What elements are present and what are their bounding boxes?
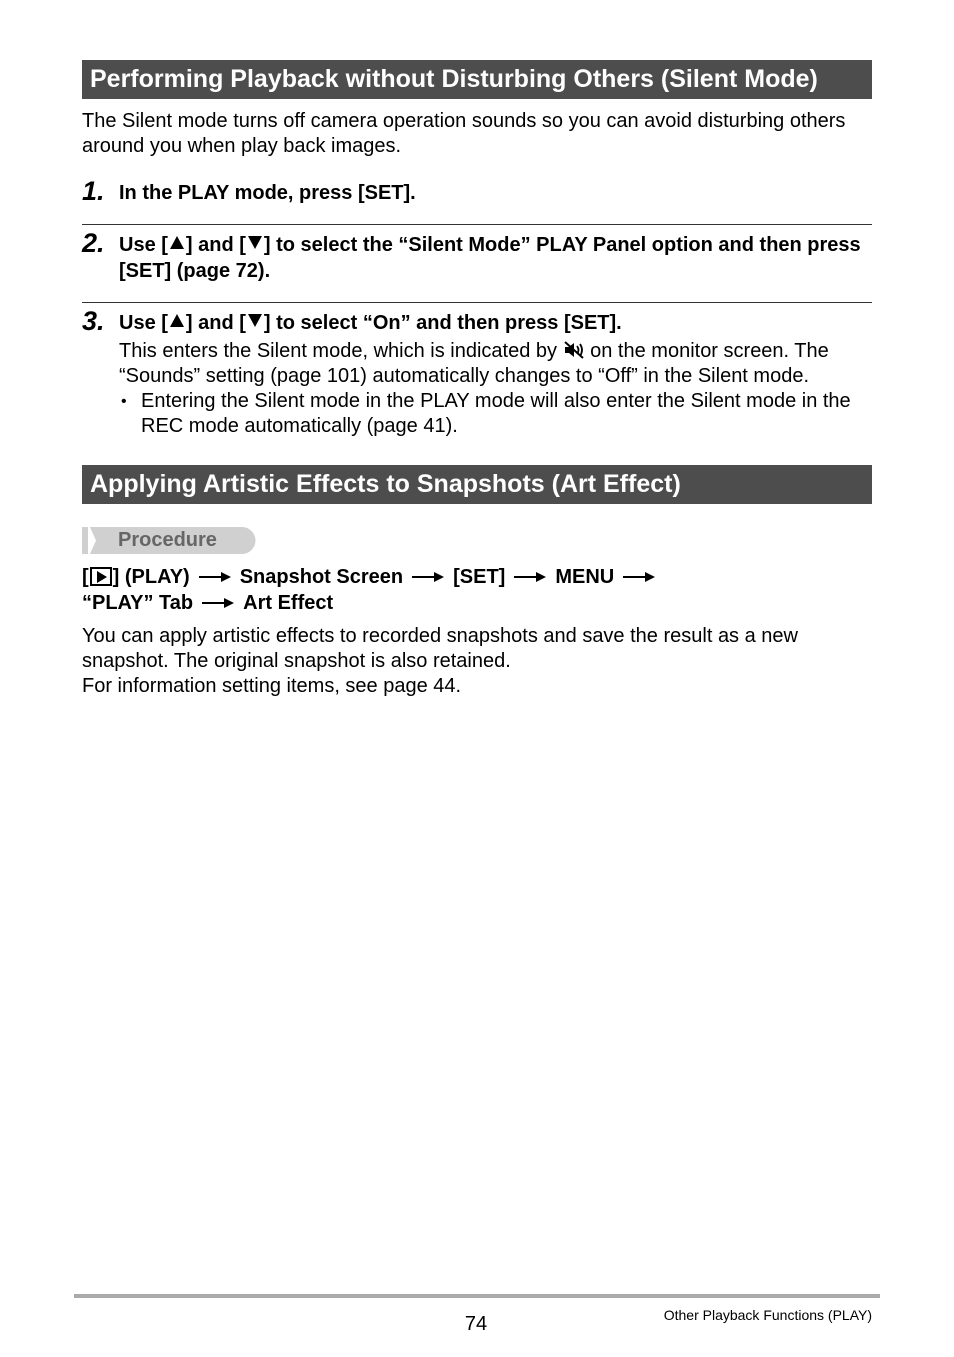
arrow-right-icon bbox=[623, 572, 655, 582]
step-3-detail: This enters the Silent mode, which is indicated by on the monitor screen. The “Sounds” setting (page 101) automatically changes to “Off” in the Silent mode. bbox=[119, 340, 829, 387]
silent-mode-icon bbox=[563, 340, 585, 360]
step-3-note: • Entering the Silent mode in the PLAY mode will also enter the Silent mode in the REC mode automatically (page 41). bbox=[121, 390, 851, 437]
down-arrow-icon bbox=[248, 314, 262, 327]
page-number: 74 bbox=[464, 1313, 488, 1335]
procedure-tag bbox=[82, 527, 256, 554]
procedure-label: Procedure bbox=[118, 529, 217, 551]
arrow-right-icon bbox=[202, 598, 234, 608]
menu-path-line-1: [ ] (PLAY) Snapshot Screen [SET] MENU bbox=[82, 564, 664, 590]
step-1-number: 1. bbox=[82, 176, 105, 206]
art-effect-reference: For information setting items, see page 44. bbox=[82, 675, 462, 697]
step-2-number: 2. bbox=[82, 228, 105, 258]
step-divider bbox=[82, 224, 872, 225]
section-heading-silent-mode: Performing Playback without Disturbing Others (Silent Mode) bbox=[82, 60, 872, 99]
chapter-title: Other Playback Functions (PLAY) bbox=[663, 1307, 872, 1323]
silent-mode-intro: The Silent mode turns off camera operation sounds so you can avoid disturbing others around you when play back images. bbox=[82, 110, 846, 157]
section-heading-art-effect: Applying Artistic Effects to Snapshots (Art Effect) bbox=[82, 465, 872, 504]
step-1-text: In the PLAY mode, press [SET]. bbox=[119, 182, 416, 204]
arrow-right-icon bbox=[514, 572, 546, 582]
arrow-right-icon bbox=[412, 572, 444, 582]
step-3-text: Use [ ] and [ ] to select “On” and then press [SET]. bbox=[119, 312, 622, 334]
play-icon bbox=[90, 567, 112, 586]
arrow-right-icon bbox=[199, 572, 231, 582]
step-2-text: Use [ ] and [ ] to select the “Silent Mode” PLAY Panel option and then press [SET] (page 72). bbox=[119, 234, 861, 282]
footer-divider bbox=[74, 1294, 880, 1298]
up-arrow-icon bbox=[170, 236, 184, 249]
step-divider bbox=[82, 302, 872, 303]
menu-path-line-2: “PLAY” Tab Art Effect bbox=[82, 592, 334, 614]
down-arrow-icon bbox=[248, 236, 262, 249]
art-effect-description: You can apply artistic effects to recorded snapshots and save the result as a new snapshot. The original snapshot is also retained. bbox=[82, 625, 798, 672]
step-3-number: 3. bbox=[82, 306, 105, 336]
up-arrow-icon bbox=[170, 314, 184, 327]
